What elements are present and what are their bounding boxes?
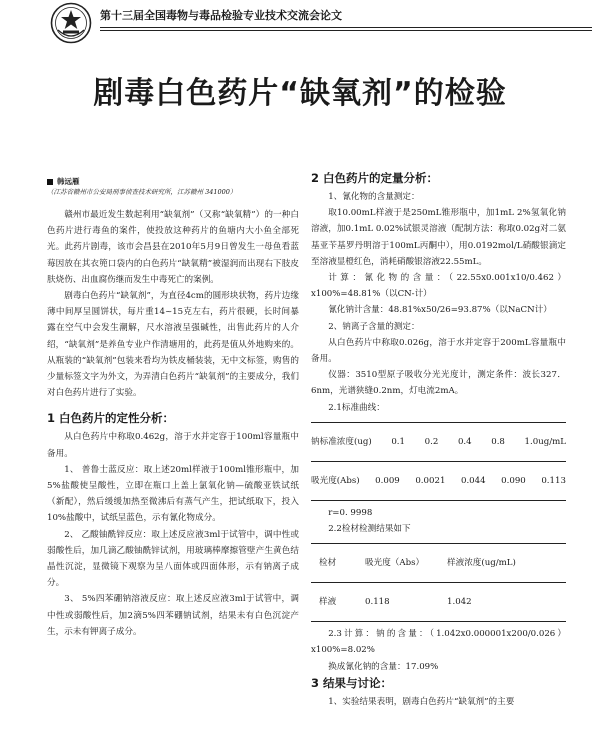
- table-cell: 0.0021: [415, 475, 446, 486]
- left-column: [47, 176, 299, 640]
- sample-result-title: 2.2检材检测结果如下: [328, 524, 411, 535]
- table-cell: 0.8: [491, 436, 505, 447]
- section-3-item-1: 1、实验结果表明，剧毒白色药片“缺氧剂”的主要: [328, 696, 515, 707]
- table-cell: 钠标准浓度(ug): [311, 436, 372, 447]
- paper-title: 剧毒白色药片“缺氧剂”的检验: [93, 76, 507, 111]
- section-3-heading: 3 结果与讨论：: [311, 675, 393, 690]
- table-cell: 样液: [319, 597, 337, 608]
- calculation-nacn: 氰化钠计含量：48.81%x50/26=93.87%（以NaCN计）: [328, 305, 552, 316]
- section-1-item-2: 2、 乙酸铀酰锌反应：取上述反应液3ml于试管中，调中性或弱酸性后，加几滴乙酸铀酰锌试剂，用玻璃棒摩擦管壁产生黄色结晶性沉淀，显微镜下观察为呈八面体或四面体形，示有钠离子成分。: [47, 529, 299, 589]
- table-cell: 1.042: [447, 597, 472, 608]
- right-column: [311, 170, 566, 710]
- conference-seal-logo: [50, 2, 92, 44]
- section-1-lead: 从白色药片中称取0.462g，溶于水并定容于100ml容量瓶中备用。: [47, 432, 299, 459]
- standard-curve-table: [311, 422, 566, 501]
- table-cell: 0.2: [424, 436, 439, 447]
- table-header-cell: 吸光度（Abs）: [365, 558, 425, 569]
- instrument-conditions: 仪器：3510型原子吸收分光光度计，测定条件：波长327．6nm，光谱狭缝0.2nm，灯电流2mA。: [311, 370, 566, 397]
- section-1-heading: 1 白色药片的定性分析：: [47, 411, 175, 426]
- sample-result-table: [311, 543, 566, 622]
- calculation-cyanide: 计算：氰化物的含量：（22.55x0.001x10/0.462）x100%=48.81%（以CN-计）: [311, 273, 566, 300]
- table-row: [311, 431, 566, 453]
- table-rule-bottom: [311, 500, 566, 501]
- header-rule: [100, 27, 592, 28]
- author-line: [47, 176, 299, 187]
- section-1-item-3: 3、 5%四苯硼钠溶液反应：取上述反应液3ml于试管中，调中性或弱酸性后，加2滴5%四苯硼钠试剂，结果未有白色沉淀产生，示未有钾离子成分。: [47, 594, 299, 637]
- table-cell: 0.4: [457, 436, 472, 447]
- subsection-cyanide-body: 取10.00mL样液于是250mL锥形瓶中，加1mL 2%氢氧化钠溶液，加0.1mL 0.02%试银灵溶液（配制方法：称取0.02g对二氨基亚苄基罗丹明溶于100mL丙酮中），用0.0192mol/L硝酸银滴定至溶液显橙红色，消耗硝酸银溶液22.55mL。: [311, 208, 566, 267]
- table-cell: 吸光度(Abs): [311, 475, 360, 486]
- table-cell: 0.044: [460, 475, 486, 486]
- table-row: [311, 470, 566, 492]
- subsection-sodium-title: 2、钠离子含量的测定：: [328, 321, 420, 332]
- subsection-cyanide-title: 1、氰化物的含量测定：: [328, 192, 420, 202]
- header-text: 第十三届全国毒物与毒品检验专业技术交流会论文: [100, 9, 342, 22]
- intro-paragraph-2: 剧毒白色药片“缺氧剂”，为直径4cm的圆形块状物，药片边缘薄中间厚呈圆饼状，每片重14~15克左右，药片很硬，长时间暴露在空气中会发生潮解，尺水溶液呈强碱性，出售此药片的人介绍，“缺氧剂”是养鱼专业户作清塘用的，此药是值从外地购来的。从瓶装的“缺氧剂”包装来看均为铁皮桶装装，无中文标签，购售的少量标签文字为外文，为弄清白色药片“缺氧剂”的主要成分，我们对白色药片进行了实验。: [47, 291, 299, 399]
- author-marker-icon: [47, 179, 53, 185]
- intro-paragraph-1: 赣州市最近发生数起利用“缺氧剂”（又称“缺氧精”）的一种白色药片进行毒鱼的案件，使投放这种药片的鱼塘内大小鱼全部死光。此药片剧毒，该市会昌县在2010年5月9日曾发生一母鱼看蓝莓因放在其衣篼口袋内的白色药片“缺氧精”被湿润而出现右下肢皮肤烧伤、出血腐伤继而发生中毒死亡的案例。: [47, 210, 299, 285]
- calculation-sodium: 2.3计算：钠的含量：（1.042x0.000001x200/0.026）x100%=8.02%: [311, 629, 566, 656]
- subsection-sodium-body: 从白色药片中称取0.026g，溶于水并定容于200mL容量瓶中备用。: [311, 337, 566, 365]
- table-cell: 0.1: [391, 436, 406, 447]
- author-name: 韩远雁: [57, 177, 80, 186]
- table-header-cell: 检材: [319, 558, 337, 569]
- table-header-cell: 样液浓度(ug/mL): [447, 558, 516, 569]
- table-cell: 1.0ug/mL: [524, 436, 566, 447]
- author-affiliation: （江苏省赣州市公安局刑事侦查技术研究所，江苏赣州 341000）: [47, 188, 237, 196]
- standard-curve-title: 2.1标准曲线：: [328, 402, 385, 413]
- table-header-row: [311, 552, 566, 574]
- table-cell: 0.118: [365, 597, 390, 608]
- table-cell: 0.009: [375, 475, 400, 486]
- page-header: [0, 0, 600, 46]
- header-rule-thin: [100, 30, 592, 31]
- section-1-item-1: 1、 普鲁士蓝反应：取上述20ml样液于100ml锥形瓶中，加5%盐酸使呈酸性，立即在瓶口上盖上氯氧化钠—硫酸亚铁试纸（新配），然后缓缓加热至微沸后有蒸气产生，把试纸取下，投入10%盐酸中，试纸呈蓝色，示有氰化物成分。: [47, 464, 299, 524]
- calculation-sodium-nacn: 换成氰化钠的含量：17.09%: [328, 661, 439, 672]
- table-cell: 0.113: [541, 475, 566, 486]
- section-2-heading: 2 白色药片的定量分析：: [311, 171, 439, 185]
- table-rule-bottom: [311, 621, 566, 622]
- table-row: [311, 591, 566, 613]
- table-cell: 0.090: [501, 475, 526, 486]
- correlation-value: r=0. 9998: [328, 507, 373, 518]
